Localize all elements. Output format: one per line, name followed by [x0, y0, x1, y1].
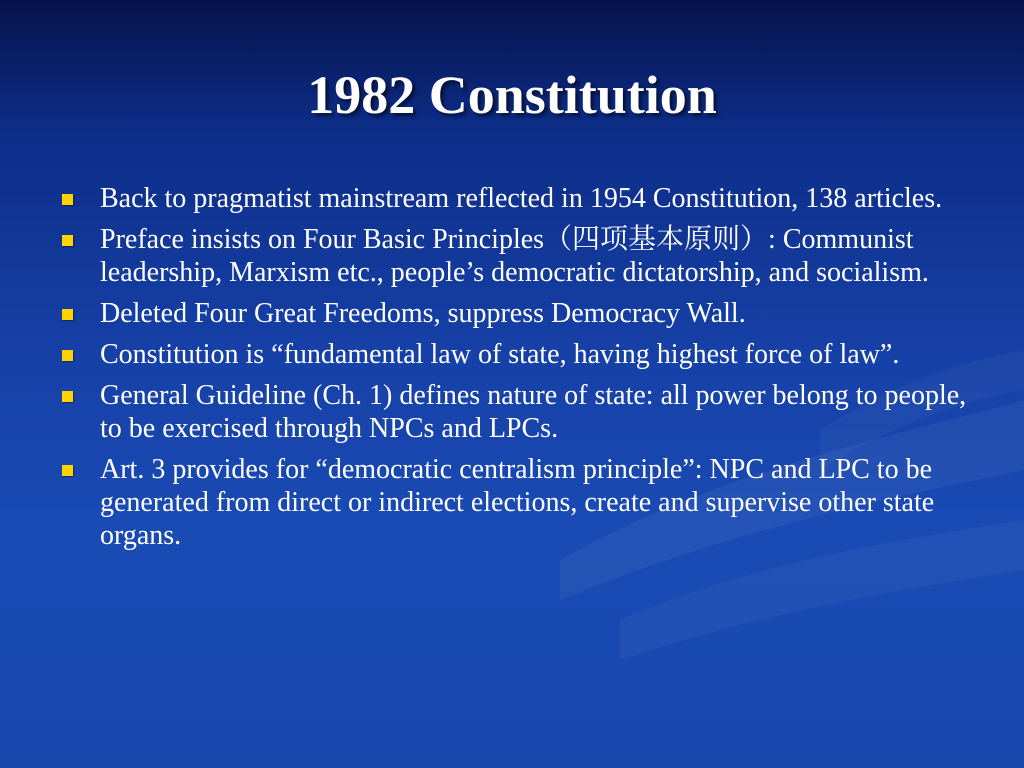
bullet-text: Constitution is “fundamental law of state, having highest force of law”.	[100, 339, 900, 370]
bullet-item	[62, 379, 972, 445]
bullet-item	[62, 453, 972, 552]
bullet-item	[62, 338, 972, 371]
bullet-item	[62, 297, 972, 330]
bullet-item	[62, 223, 972, 289]
yellow-square-bullet-icon	[62, 309, 73, 320]
bullet-text: General Guideline (Ch. 1) defines nature of state: all power belong to people, to be exercised through NPCs and LPCs.	[100, 380, 967, 444]
yellow-square-bullet-icon	[62, 465, 73, 476]
bullet-item	[62, 182, 972, 215]
bullet-text: Art. 3 provides for “democratic centralism principle”: NPC and LPC to be generated from direct or indirect elections, create and supervise other state organs.	[100, 454, 935, 551]
yellow-square-bullet-icon	[62, 350, 73, 361]
yellow-square-bullet-icon	[62, 194, 73, 205]
yellow-square-bullet-icon	[62, 235, 73, 246]
bullet-text: Preface insists on Four Basic Principles（四项基本原则）: Communist leadership, Marxism etc., people’s democratic dictatorship, and socialism.	[100, 224, 929, 288]
yellow-square-bullet-icon	[62, 391, 73, 402]
slide-title: 1982 Constitution	[307, 65, 717, 125]
bullet-list	[62, 182, 972, 560]
bullet-text: Deleted Four Great Freedoms, suppress Democracy Wall.	[100, 298, 746, 329]
bullet-text: Back to pragmatist mainstream reflected in 1954 Constitution, 138 articles.	[100, 183, 943, 214]
